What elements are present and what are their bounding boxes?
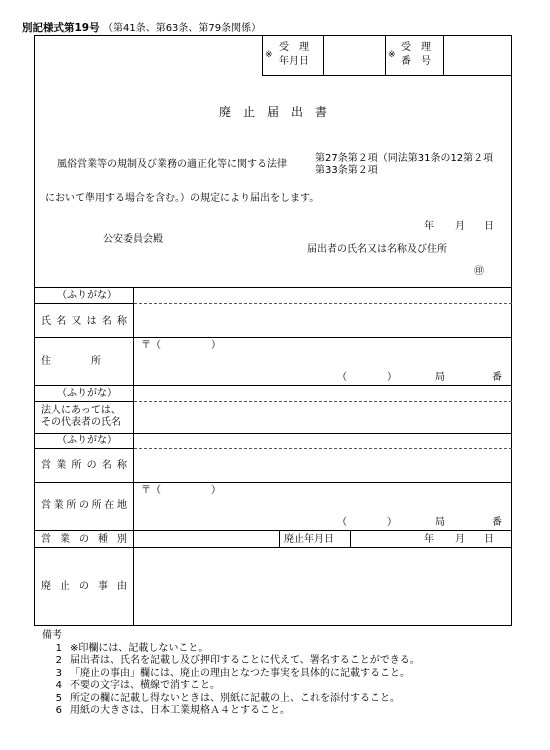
note-number: 1	[55, 642, 62, 654]
form-header	[22, 19, 261, 35]
furigana-label-2: （ふりがな）	[57, 388, 117, 399]
law-article-line2: 第33条第２項	[315, 165, 378, 176]
note-text: 不要の文字は、横線で消すこと。	[70, 680, 220, 691]
note-item	[42, 655, 420, 668]
reason-row-top-line	[35, 547, 512, 548]
office-name-input[interactable]	[135, 451, 509, 478]
note-number: 3	[55, 667, 62, 679]
phone-ban-2: 番	[492, 517, 502, 528]
receipt-bottom-line	[262, 75, 512, 76]
notes-section	[42, 630, 420, 718]
receipt-divider-4	[443, 36, 444, 76]
phone-kyoku-2: 局	[435, 517, 445, 528]
receipt-date-label-top: 受 理	[279, 42, 309, 53]
rep-row-top-line	[35, 385, 512, 386]
closure-date-input[interactable]	[352, 532, 510, 546]
furigana-dashed-3	[134, 448, 512, 449]
furigana-label-line-1	[35, 303, 134, 304]
address-input[interactable]	[135, 352, 509, 370]
applicant-label: 届出者の氏名又は名称及び住所	[307, 244, 447, 255]
note-number: 2	[55, 655, 62, 666]
postal-code-1: 〒（ ）	[141, 340, 221, 351]
phone-kyoku-1: 局	[435, 372, 445, 383]
furigana-input-3[interactable]	[135, 436, 509, 447]
note-item	[42, 668, 420, 681]
submit-day-label: 日	[484, 221, 494, 232]
form-articles: （第41条、第63条、第79条関係）	[102, 23, 262, 34]
office-addr-row-top-line	[35, 482, 512, 483]
closure-reason-input[interactable]	[135, 550, 509, 622]
furigana-dashed-1	[134, 303, 512, 304]
receipt-date-label-bottom: 年月日	[279, 56, 309, 67]
form-number: 別記様式第19号	[22, 22, 100, 34]
receipt-divider-3	[385, 36, 386, 76]
furigana-label-1: （ふりがな）	[57, 290, 117, 301]
office-address-input[interactable]	[135, 497, 509, 515]
form-frame	[34, 35, 512, 626]
note-item	[42, 680, 420, 693]
office-name-label: 営 業 所 の 名 称	[41, 460, 127, 471]
law-name: 風俗営業等の規制及び業務の適正化等に関する法律	[57, 159, 287, 170]
law-article-line1: 第27条第２項（同法第31条の12第２項	[315, 153, 494, 164]
note-number: 4	[55, 680, 62, 691]
phone-paren-1: （ ）	[337, 372, 397, 383]
furigana-label-line-2	[35, 401, 134, 402]
note-item	[42, 693, 420, 706]
document-title: 廃 止 届 出 書	[218, 105, 327, 119]
receipt-date-box	[325, 38, 383, 74]
phone-ban-1: 番	[492, 372, 502, 383]
phone-paren-2: （ ）	[337, 517, 397, 528]
furigana-input-2[interactable]	[135, 388, 509, 399]
name-input[interactable]	[135, 306, 509, 334]
law-continuation: において準用する場合を含む。）の規定により届出をします。	[45, 193, 320, 204]
closure-date-divider	[350, 530, 351, 547]
closure-date-label: 廃止年月日	[284, 534, 334, 545]
note-item	[42, 643, 420, 656]
business-type-input[interactable]	[135, 532, 277, 546]
addressee: 公安委員会殿	[103, 234, 163, 245]
office-address-label: 営 業 所 の 所 在 地	[41, 500, 127, 511]
receipt-divider-1	[262, 36, 263, 76]
postal-code-2: 〒（ ）	[141, 485, 221, 496]
business-type-label: 営 業 の 種 別	[41, 534, 127, 545]
receipt-number-label-top: 受 理	[401, 42, 431, 53]
rep-label-line1: 法人にあっては、	[41, 405, 121, 416]
note-number: 5	[55, 692, 62, 704]
closure-month-label: 月	[455, 534, 465, 545]
address-row-top-line	[35, 337, 512, 338]
note-text: 用紙の大きさは、日本工業規格Ａ４とすること。	[70, 705, 290, 716]
submit-month-label: 月	[455, 221, 465, 232]
table-top-line	[35, 287, 512, 288]
representative-input[interactable]	[135, 404, 509, 430]
address-label: 住 所	[41, 356, 101, 367]
closure-day-label: 日	[484, 534, 494, 545]
note-item	[42, 705, 420, 718]
submit-year-label: 年	[424, 221, 434, 232]
type-row-top-line	[35, 530, 512, 531]
seal-mark: ㊞	[474, 266, 484, 277]
receipt-number-label-bottom: 番 号	[401, 56, 431, 67]
note-text: 届出者は、氏名を記載し及び押印することに代えて、署名することができる。	[70, 655, 420, 666]
name-label: 氏 名 又 は 名 称	[41, 316, 127, 327]
closure-reason-label: 廃 止 の 事 由	[41, 581, 127, 592]
note-number: 6	[55, 705, 62, 716]
closure-year-label: 年	[424, 534, 434, 545]
note-text: ※印欄には、記載しないこと。	[70, 642, 209, 654]
receipt-divider-2	[323, 36, 324, 76]
receipt-date-mark: ※	[265, 50, 273, 60]
type-date-divider	[279, 530, 280, 547]
furigana-label-3: （ふりがな）	[57, 435, 117, 446]
furigana-dashed-2	[134, 401, 512, 402]
rep-label-line2: その代表者の氏名	[41, 417, 121, 428]
receipt-number-mark: ※	[388, 50, 396, 60]
receipt-number-box	[445, 38, 511, 74]
notes-heading: 備考	[42, 630, 62, 641]
furigana-label-line-3	[35, 448, 134, 449]
furigana-input-1[interactable]	[135, 290, 509, 301]
office-name-row-top-line	[35, 433, 512, 434]
note-text: 「廃止の事由」欄には、廃止の理由となつた事実を具体的に記載すること。	[70, 667, 410, 679]
note-text: 所定の欄に記載し得ないときは、別紙に記載の上、これを添付すること。	[70, 692, 400, 704]
